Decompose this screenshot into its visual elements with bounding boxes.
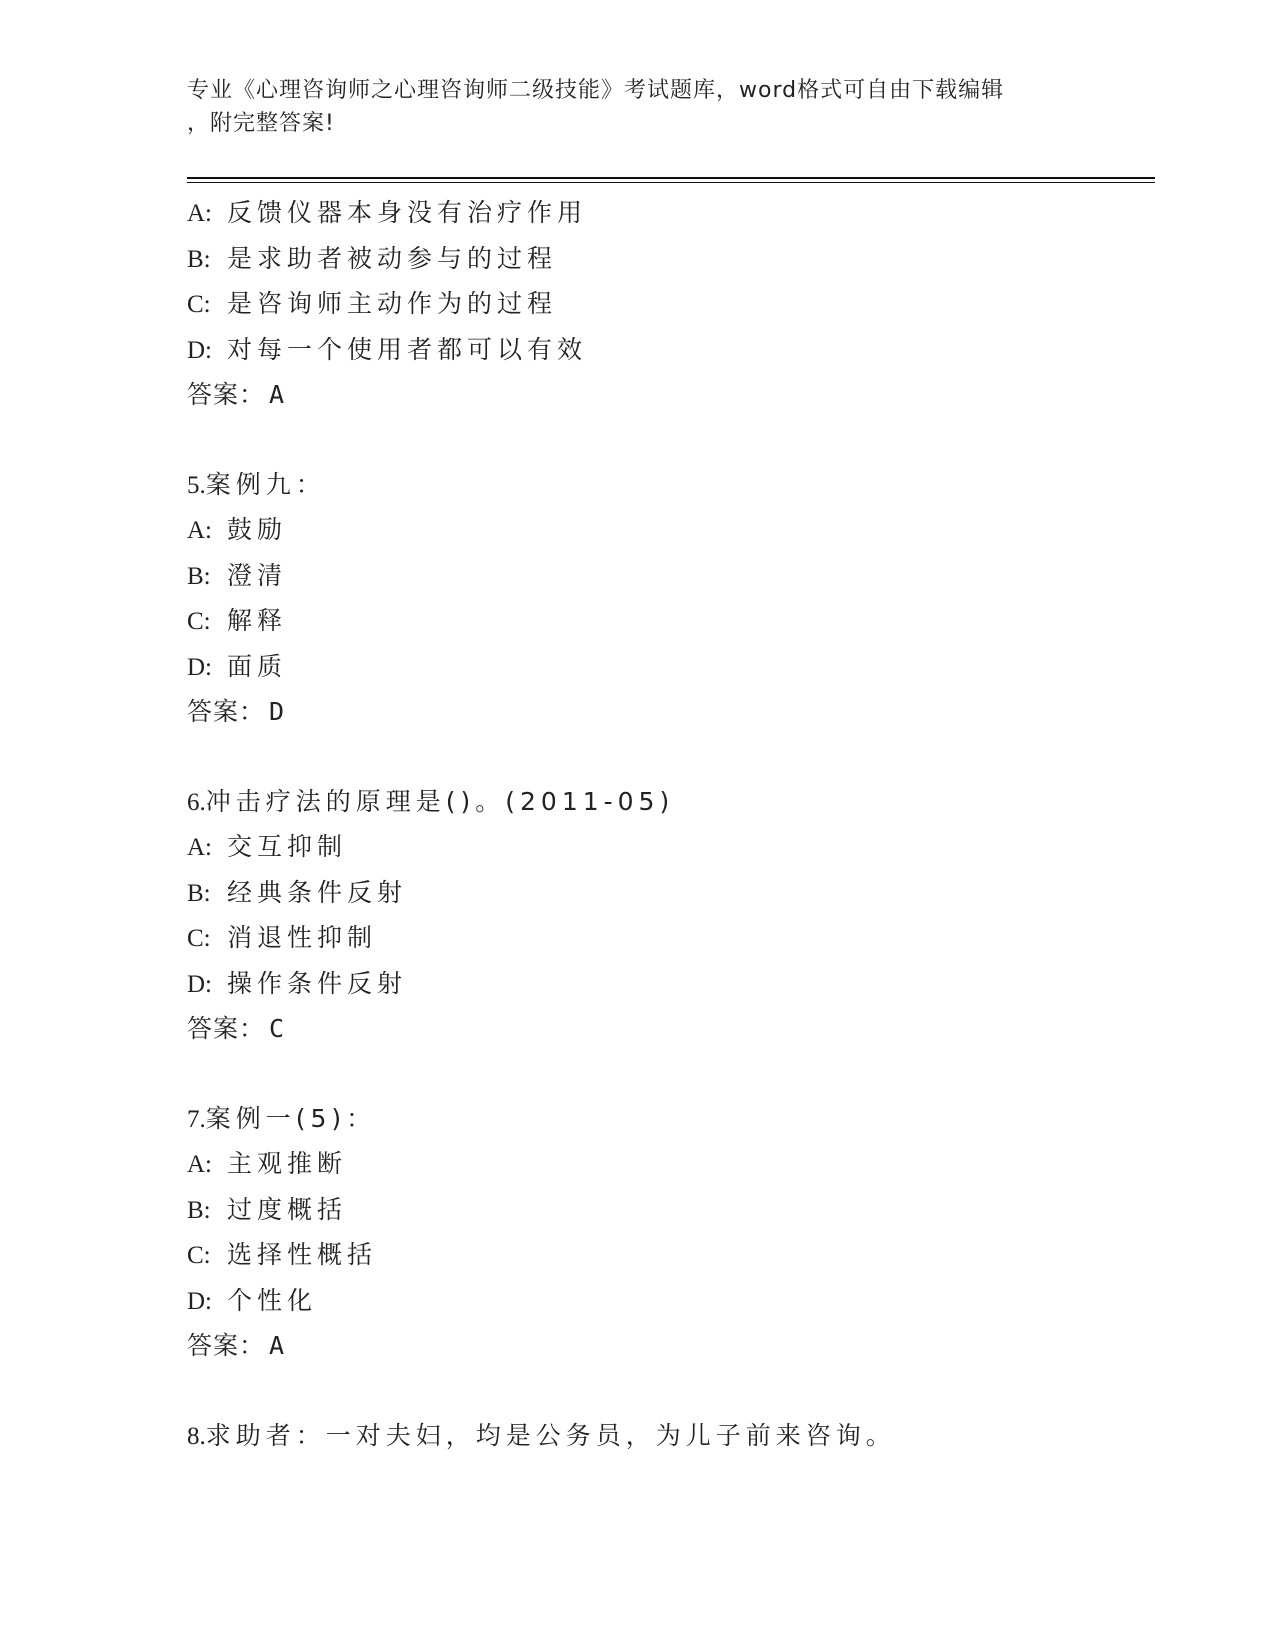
option-label: D: <box>187 336 212 364</box>
option-d <box>187 961 1155 1007</box>
option-text: 选择性概括 <box>227 1240 378 1269</box>
option-label: C: <box>187 608 211 635</box>
option-c <box>187 1232 1155 1278</box>
option-label: D: <box>187 653 212 681</box>
option-text: 是求助者被动参与的过程 <box>227 243 558 273</box>
option-label: C: <box>187 291 211 318</box>
option-a <box>187 507 1155 553</box>
option-label: B: <box>187 879 211 907</box>
question-text: 冲击疗法的原理是()。(2011-05) <box>205 786 675 816</box>
option-label: A: <box>187 200 212 227</box>
option-label: A: <box>187 1151 212 1178</box>
option-b <box>187 1187 1155 1233</box>
option-label: C: <box>187 1242 211 1269</box>
question-number: 6. <box>187 788 206 816</box>
option-text: 是咨询师主动作为的过程 <box>227 289 558 318</box>
option-b <box>187 553 1155 599</box>
option-label: A: <box>187 517 212 544</box>
option-text: 个性化 <box>227 1285 318 1315</box>
question-number: 8. <box>187 1422 206 1450</box>
option-label: B: <box>187 1196 211 1224</box>
header-rule-thin <box>187 182 1155 183</box>
option-d <box>187 327 1155 373</box>
option-c <box>187 281 1155 327</box>
option-text: 交互抑制 <box>227 832 348 861</box>
question-list <box>187 190 1155 1458</box>
question-block-6 <box>187 779 1155 1052</box>
answer-label: 答案： <box>187 1331 266 1360</box>
answer-value: D <box>269 697 286 726</box>
header-line-1: 专业《心理咨询师之心理咨询师二级技能》考试题库，word格式可自由下载编辑 <box>187 78 1005 103</box>
question-number: 7. <box>187 1105 206 1133</box>
option-label: D: <box>187 1287 212 1315</box>
question-number: 5. <box>187 471 206 499</box>
option-d <box>187 644 1155 690</box>
option-c <box>187 915 1155 961</box>
answer-label: 答案： <box>187 697 266 726</box>
question-text: 案例九： <box>205 469 326 499</box>
answer-label: 答案： <box>187 1014 266 1043</box>
option-b <box>187 236 1155 282</box>
option-label: A: <box>187 834 212 861</box>
question-stem <box>187 462 1155 508</box>
option-a <box>187 190 1155 236</box>
option-text: 反馈仪器本身没有治疗作用 <box>227 198 588 227</box>
document-header <box>187 74 1067 140</box>
answer-value: C <box>269 1014 286 1043</box>
question-text: 求助者：一对夫妇，均是公务员，为儿子前来咨询。 <box>205 1420 896 1450</box>
option-a <box>187 824 1155 870</box>
option-text: 澄清 <box>227 560 288 590</box>
answer-line <box>187 372 1155 418</box>
option-text: 鼓励 <box>227 515 288 544</box>
header-rule-thick <box>187 177 1155 179</box>
question-stem <box>187 1413 1155 1459</box>
option-d <box>187 1278 1155 1324</box>
option-label: D: <box>187 970 212 998</box>
option-text: 对每一个使用者都可以有效 <box>227 334 588 364</box>
option-text: 面质 <box>227 651 288 681</box>
question-block-4 <box>187 190 1155 418</box>
option-text: 解释 <box>227 606 288 635</box>
option-text: 消退性抑制 <box>227 923 378 952</box>
option-label: C: <box>187 925 211 952</box>
header-line-2: ，附完整答案! <box>187 111 335 136</box>
answer-line <box>187 1006 1155 1052</box>
option-c <box>187 598 1155 644</box>
option-b <box>187 870 1155 916</box>
option-text: 经典条件反射 <box>227 877 408 907</box>
question-stem <box>187 1096 1155 1142</box>
question-block-8 <box>187 1413 1155 1459</box>
answer-value: A <box>269 1331 286 1360</box>
answer-label: 答案： <box>187 380 266 409</box>
option-label: B: <box>187 245 211 273</box>
answer-value: A <box>269 380 286 409</box>
option-a <box>187 1141 1155 1187</box>
option-label: B: <box>187 562 211 590</box>
option-text: 过度概括 <box>227 1194 348 1224</box>
question-stem <box>187 779 1155 825</box>
question-block-7 <box>187 1096 1155 1369</box>
answer-line <box>187 689 1155 735</box>
answer-line <box>187 1323 1155 1369</box>
question-block-5 <box>187 462 1155 735</box>
question-text: 案例一(5)： <box>205 1103 377 1133</box>
option-text: 操作条件反射 <box>227 968 408 998</box>
option-text: 主观推断 <box>227 1149 348 1178</box>
